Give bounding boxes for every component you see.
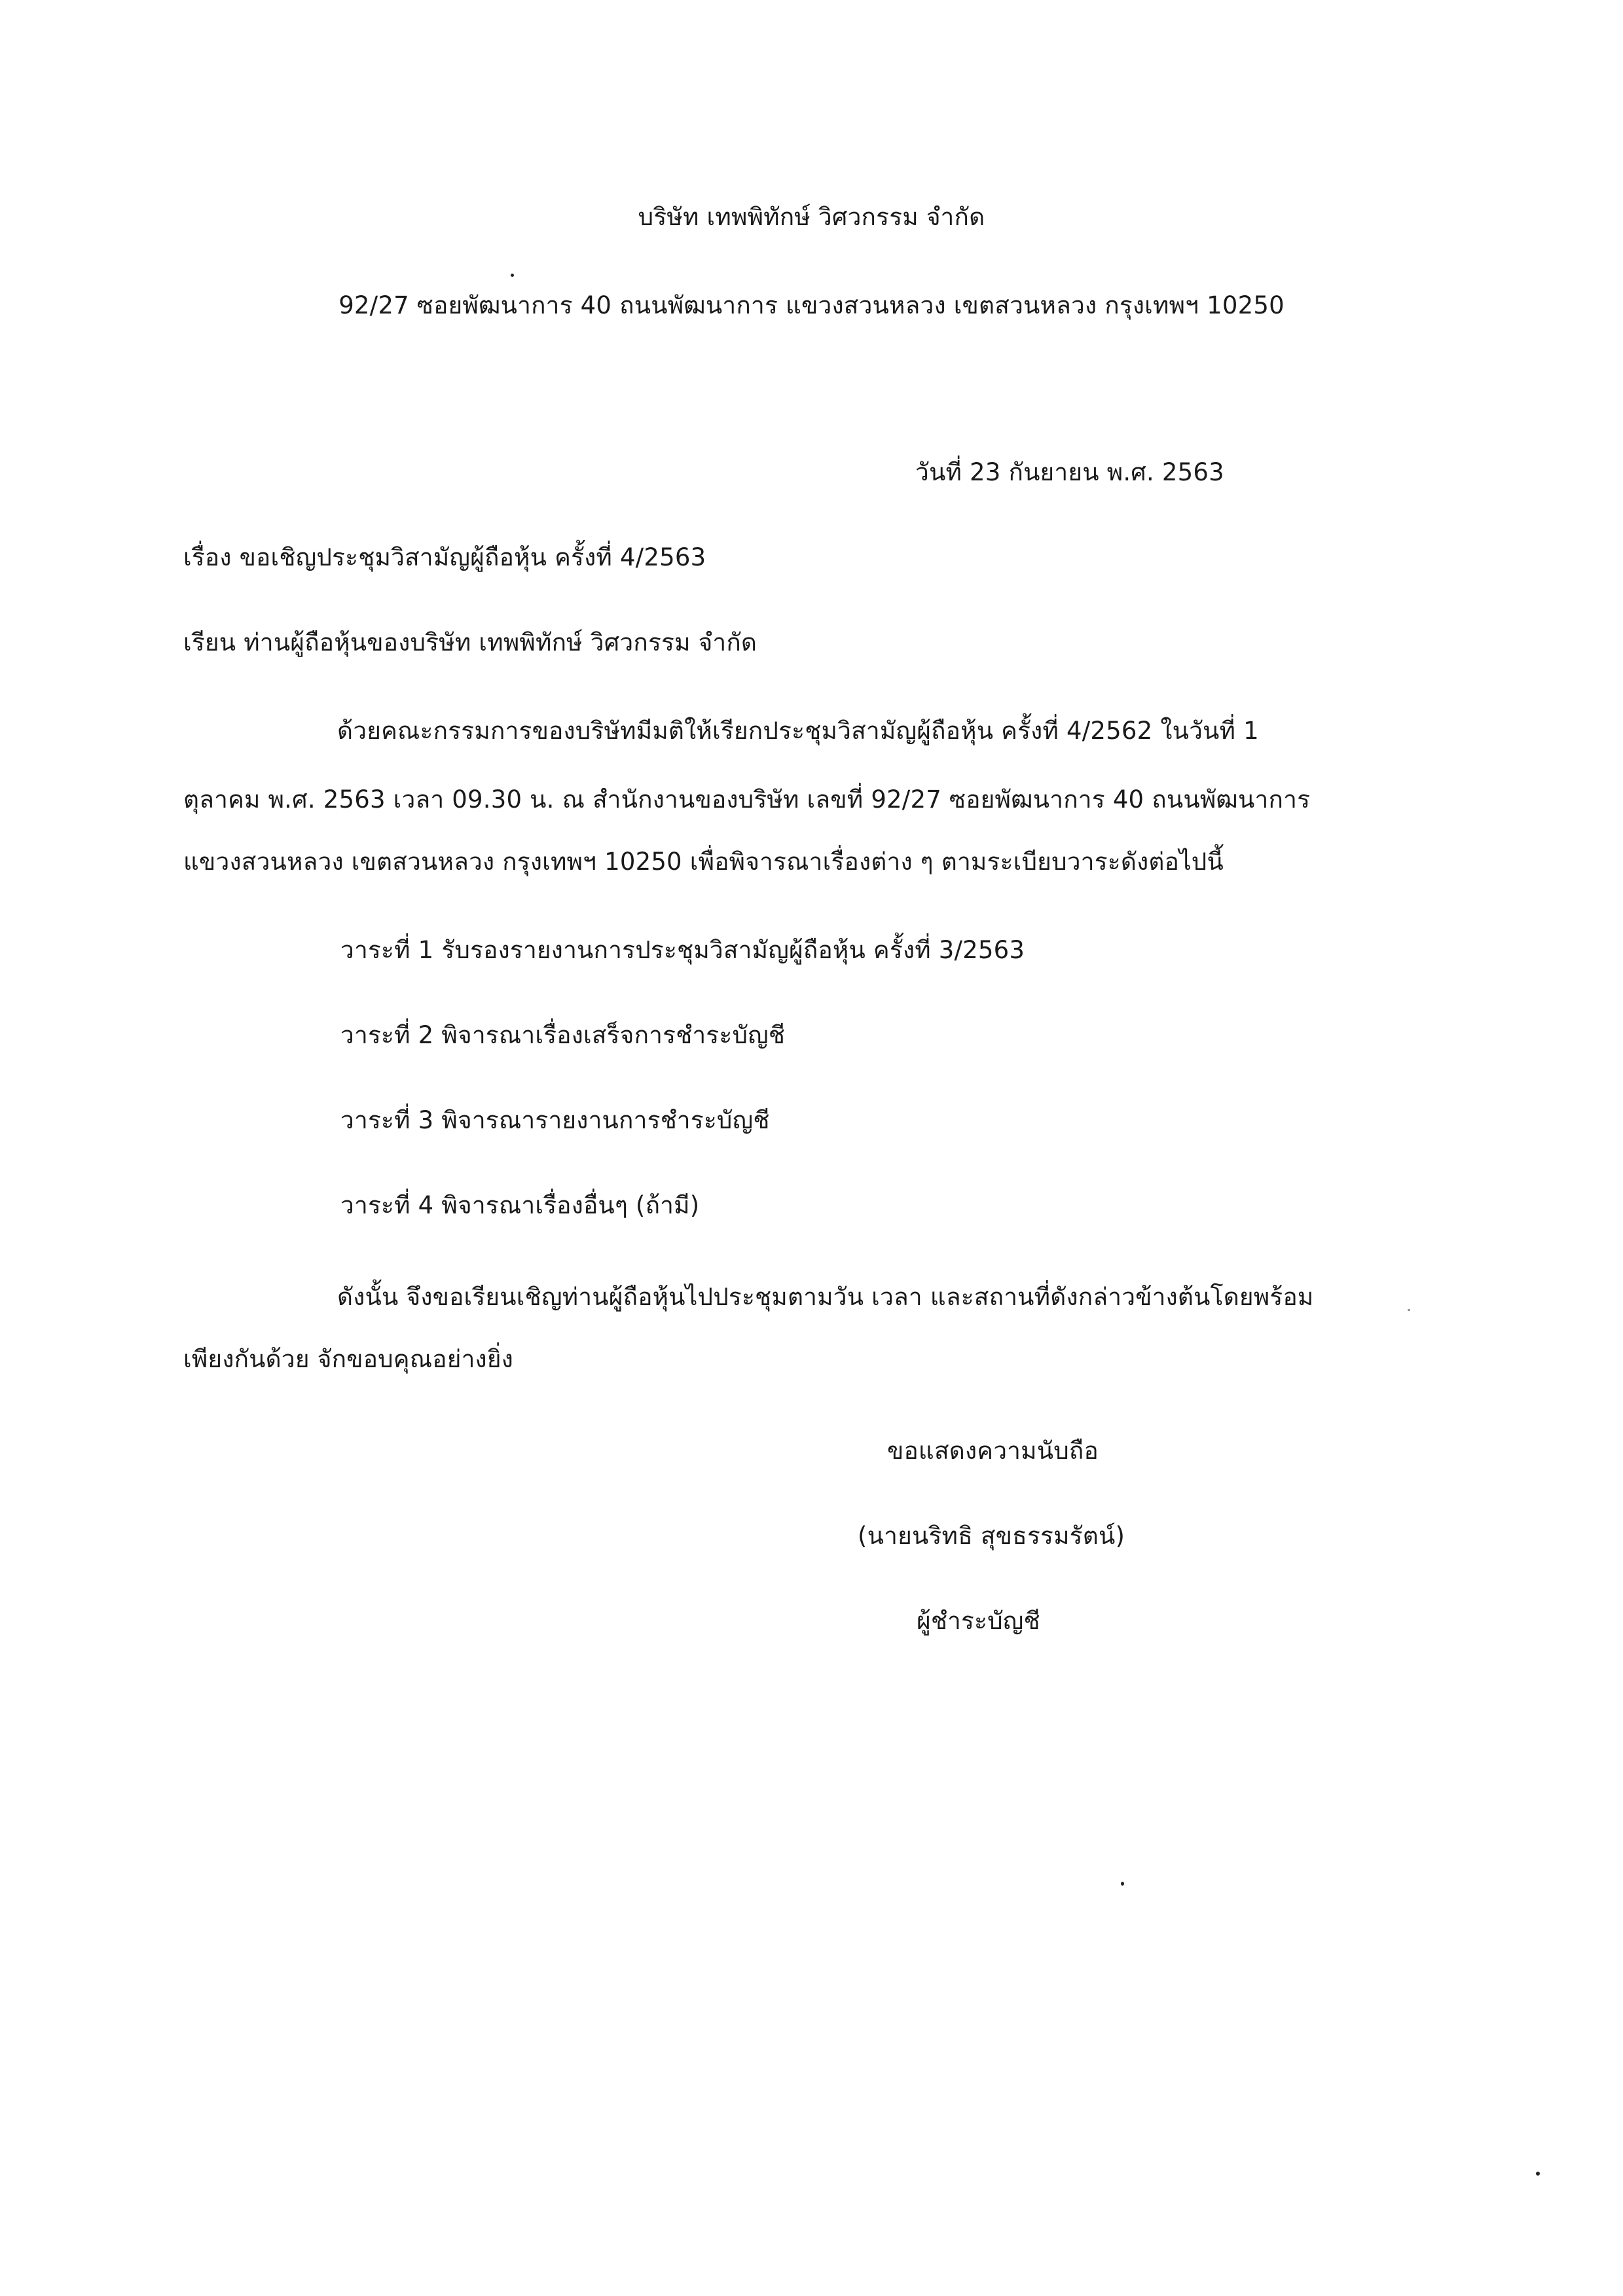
- signatory-name: (นายนริทธิ สุขธรรมรัตน์): [858, 1522, 1125, 1550]
- intro-paragraph-line-2: ตุลาคม พ.ศ. 2563 เวลา 09.30 น. ณ สำนักงานของบริษัท เลขที่ 92/27 ซอยพัฒนาการ 40 ถนนพัฒนาการ: [183, 785, 1311, 814]
- signatory-title: ผู้ชำระบัญชี: [917, 1607, 1040, 1635]
- letter-subject: เรื่อง ขอเชิญประชุมวิสามัญผู้ถือหุ้น ครั้งที่ 4/2563: [183, 543, 706, 571]
- closing-paragraph-line-1: ดังนั้น จึงขอเรียนเชิญท่านผู้ถือหุ้นไปประชุมตามวัน เวลา และสถานที่ดังกล่าวข้างต้นโดยพร้อม: [337, 1283, 1314, 1311]
- letter-addressee: เรียน ท่านผู้ถือหุ้นของบริษัท เทพพิทักษ์ วิศวกรรม จำกัด: [183, 628, 757, 656]
- agenda-item-2: วาระที่ 2 พิจารณาเรื่องเสร็จการชำระบัญชี: [340, 1021, 786, 1049]
- letter-date: วันที่ 23 กันยายน พ.ศ. 2563: [915, 458, 1224, 486]
- scan-speck: [1536, 2172, 1540, 2176]
- agenda-item-3: วาระที่ 3 พิจารณารายงานการชำระบัญชี: [340, 1106, 770, 1134]
- scan-speck: [1121, 1882, 1124, 1886]
- scan-speck: [1408, 1309, 1410, 1311]
- company-name: บริษัท เทพพิทักษ์ วิศวกรรม จำกัด: [638, 203, 985, 231]
- closing-paragraph-line-2: เพียงกันด้วย จักขอบคุณอย่างยิ่ง: [183, 1345, 513, 1373]
- intro-paragraph-line-3: แขวงสวนหลวง เขตสวนหลวง กรุงเทพฯ 10250 เพื่อพิจารณาเรื่องต่าง ๆ ตามระเบียบวาระดังต่อไปนี้: [183, 848, 1224, 876]
- scan-speck: [511, 274, 514, 277]
- agenda-item-1: วาระที่ 1 รับรองรายงานการประชุมวิสามัญผู้ถือหุ้น ครั้งที่ 3/2563: [340, 936, 1025, 964]
- intro-paragraph-line-1: ด้วยคณะกรรมการของบริษัทมีมติให้เรียกประชุมวิสามัญผู้ถือหุ้น ครั้งที่ 4/2562 ในวันที่ 1: [337, 717, 1259, 745]
- company-address: 92/27 ซอยพัฒนาการ 40 ถนนพัฒนาการ แขวงสวนหลวง เขตสวนหลวง กรุงเทพฯ 10250: [338, 291, 1285, 319]
- agenda-item-4: วาระที่ 4 พิจารณาเรื่องอื่นๆ (ถ้ามี): [340, 1191, 700, 1219]
- closing-salutation: ขอแสดงความนับถือ: [887, 1437, 1099, 1465]
